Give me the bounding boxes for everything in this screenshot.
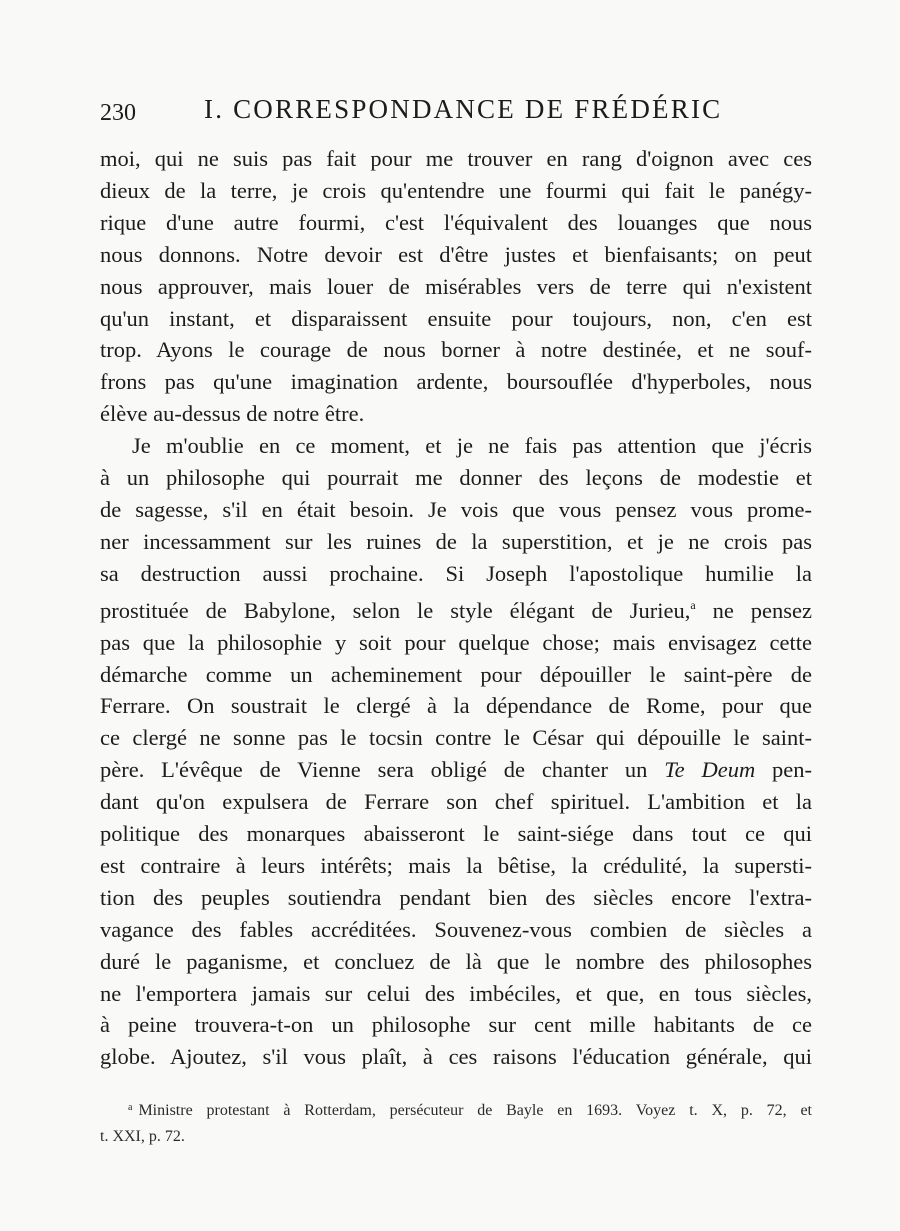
text-line: ne l'emportera jamais sur celui des imbéciles, et que, en tous siècles, xyxy=(100,980,812,1006)
text-line: tion des peuples soutiendra pendant bien des siècles encore l'extra- xyxy=(100,884,812,910)
text-line: nous donnons. Notre devoir est d'être justes et bienfaisants; on peut xyxy=(100,241,812,267)
text-line: rique d'une autre fourmi, c'est l'équivalent des louanges que nous xyxy=(100,209,812,235)
text-line: duré le paganisme, et concluez de là que le nombre des philosophes xyxy=(100,948,812,974)
paragraph-start-line: Je m'oublie en ce moment, et je ne fais pas attention que j'écris xyxy=(132,433,812,459)
text-line: moi, qui ne suis pas fait pour me trouver en rang d'oignon avec ces xyxy=(100,146,812,171)
text-line: vagance des fables accréditées. Souvenez-vous combien de siècles a xyxy=(100,916,812,942)
italic-title: Te Deum xyxy=(664,757,756,783)
footnote-line xyxy=(100,1095,812,1124)
text-line-with-footnote xyxy=(100,590,812,627)
text-line: sa destruction aussi prochaine. Si Joseph l'apostolique humilie la xyxy=(100,560,812,586)
text-line: globe. Ajoutez, s'il vous plaît, à ces raisons l'éducation générale, qui xyxy=(100,1044,812,1070)
footnote xyxy=(100,1095,812,1150)
text-segment: prostituée de Babylone, selon le style élégant de Jurieu, xyxy=(100,597,691,623)
text-segment: pen- xyxy=(755,757,812,783)
text-line: qu'un instant, et disparaissent ensuite pour toujours, non, c'en est xyxy=(100,305,812,331)
text-line: dieux de la terre, je crois qu'entendre une fourmi qui fait le panégy- xyxy=(100,177,812,203)
text-line: démarche comme un acheminement pour dépouiller le saint-père de xyxy=(100,661,812,687)
footnote-line: t. XXI, p. 72. xyxy=(100,1128,185,1145)
text-line: de sagesse, s'il en était besoin. Je vois que vous pensez vous prome- xyxy=(100,496,812,522)
text-line: frons pas qu'une imagination ardente, boursouflée d'hyperboles, nous xyxy=(100,369,812,395)
text-line: Ferrare. On soustrait le clergé à la dépendance de Rome, pour que xyxy=(100,693,812,719)
text-line: ner incessamment sur les ruines de la superstition, et je ne crois pas xyxy=(100,528,812,554)
text-segment: ne pensez xyxy=(695,597,812,623)
footnote-text: Ministre protestant à Rotterdam, persécuteur de Bayle en 1693. Voyez t. X, p. 72, et xyxy=(138,1102,812,1119)
text-line: pas que la philosophie y soit pour quelque chose; mais envisagez cette xyxy=(100,629,812,655)
text-segment: père. L'évêque de Vienne sera obligé de chanter un xyxy=(100,757,665,783)
text-line: nous approuver, mais louer de misérables vers de terre qui n'existent xyxy=(100,273,812,299)
text-line: à un philosophe qui pourrait me donner des leçons de modestie et xyxy=(100,465,812,491)
text-line: politique des monarques abaisseront le saint-siége dans tout ce qui xyxy=(100,821,812,847)
text-line: dant qu'on expulsera de Ferrare son chef spirituel. L'ambition et la xyxy=(100,789,812,815)
footnote-reference: a xyxy=(690,597,696,612)
text-line: élève au-dessus de notre être. xyxy=(100,401,365,427)
body-text xyxy=(100,143,812,1073)
text-line: trop. Ayons le courage de nous borner à notre destinée, et ne souf- xyxy=(100,337,812,363)
page-header xyxy=(100,94,810,128)
page-number: 230 xyxy=(100,100,136,126)
text-line: ce clergé ne sonne pas le tocsin contre le César qui dépouille le saint- xyxy=(100,725,812,751)
text-line: à peine trouvera-t-on un philosophe sur cent mille habitants de ce xyxy=(100,1012,812,1038)
running-title: I. CORRESPONDANCE DE FRÉDÉRIC xyxy=(204,94,723,124)
footnote-mark: a xyxy=(128,1102,133,1113)
text-line: est contraire à leurs intérêts; mais la bêtise, la crédulité, la supersti- xyxy=(100,852,812,878)
text-line-with-italic xyxy=(100,754,812,786)
